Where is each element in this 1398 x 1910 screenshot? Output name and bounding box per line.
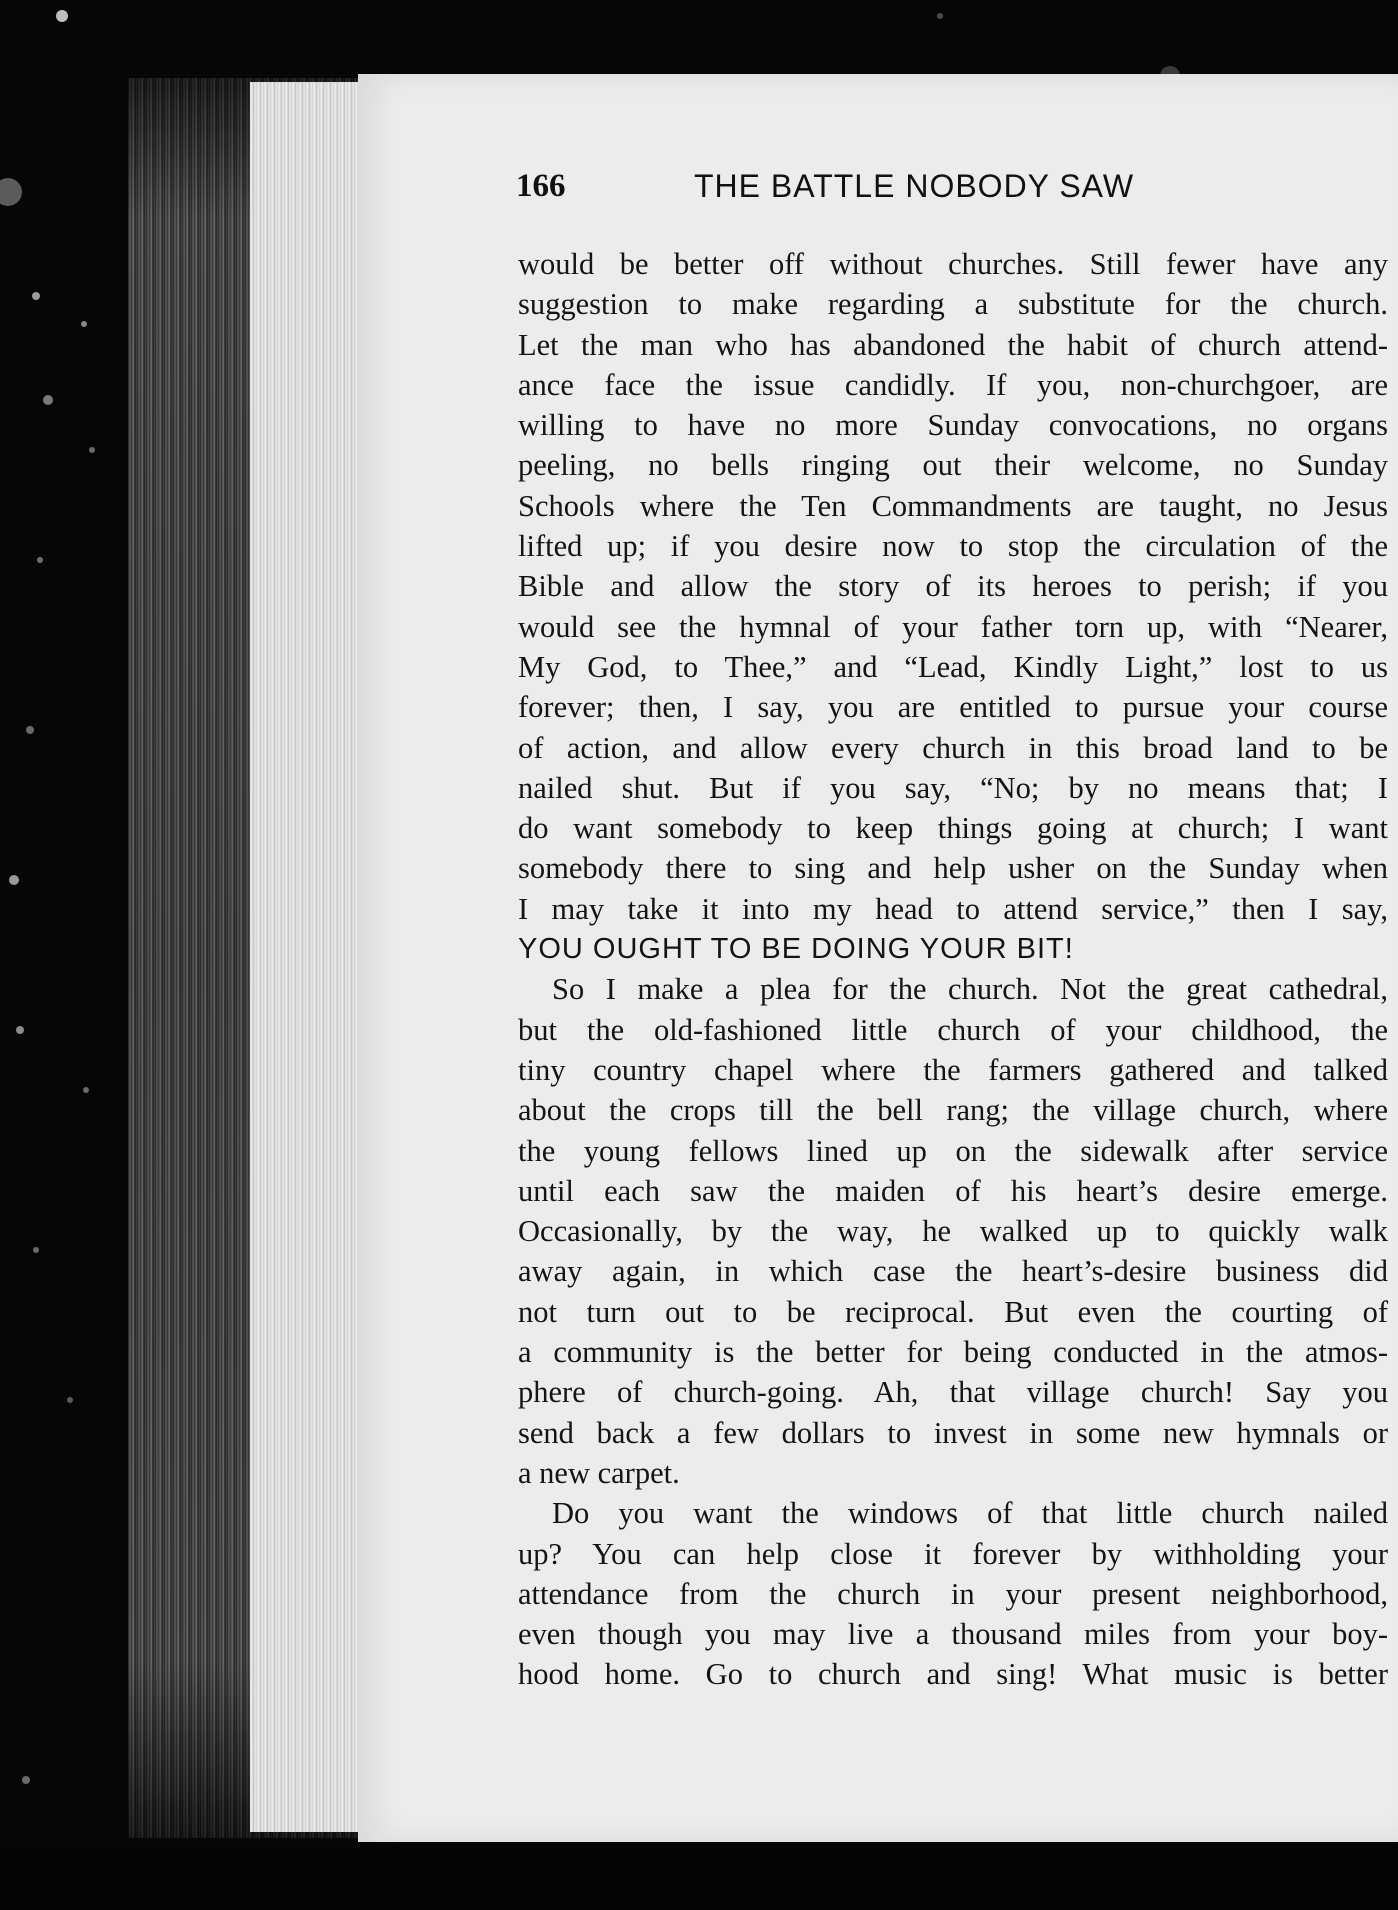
- text-line: nailed shut. But if you say, “No; by no means that; I: [518, 770, 1388, 805]
- bottom-dark-border: [0, 1842, 1398, 1910]
- text-line: up? You can help close it forever by withholding your: [518, 1536, 1388, 1571]
- paragraph-start-line: So I make a plea for the church. Not the great cathedral,: [552, 972, 1388, 1007]
- text-line: away again, in which case the heart’s-desire business did: [518, 1254, 1388, 1289]
- text-line: Occasionally, by the way, he walked up to quickly walk: [518, 1214, 1388, 1249]
- page-number: 166: [516, 168, 566, 204]
- text-line: until each saw the maiden of his heart’s desire emerge.: [518, 1173, 1388, 1208]
- text-line: phere of church-going. Ah, that village church! Say you: [518, 1375, 1388, 1410]
- paragraph-end-line: a new carpet.: [518, 1455, 680, 1490]
- text-line: even though you may live a thousand miles from your boy-: [518, 1617, 1388, 1652]
- text-line: of action, and allow every church in this broad land to be: [518, 730, 1388, 765]
- text-line: but the old-fashioned little church of your childhood, the: [518, 1012, 1388, 1047]
- text-line: not turn out to be reciprocal. But even the courting of: [518, 1294, 1388, 1329]
- text-line: lifted up; if you desire now to stop the circulation of the: [518, 529, 1388, 564]
- text-line: about the crops till the bell rang; the village church, where: [518, 1093, 1388, 1128]
- text-line: I may take it into my head to attend service,” then I say,: [518, 891, 1388, 926]
- text-line: would see the hymnal of your father torn up, with “Nearer,: [518, 609, 1388, 644]
- page-body-text: [518, 244, 1388, 1695]
- text-line: do want somebody to keep things going at church; I want: [518, 811, 1388, 846]
- page-stack-edges: [250, 82, 360, 1832]
- text-line: Schools where the Ten Commandments are taught, no Jesus: [518, 488, 1388, 523]
- text-line: would be better off without churches. Still fewer have any: [518, 247, 1388, 281]
- text-line: somebody there to sing and help usher on the Sunday when: [518, 851, 1388, 886]
- text-line: forever; then, I say, you are entitled to pursue your course: [518, 690, 1388, 725]
- text-line: attendance from the church in your present neighborhood,: [518, 1576, 1388, 1611]
- text-line: hood home. Go to church and sing! What music is better: [518, 1657, 1388, 1692]
- text-line: Bible and allow the story of its heroes to perish; if you: [518, 569, 1388, 604]
- emphasis-line: YOU OUGHT TO BE DOING YOUR BIT!: [518, 933, 1074, 966]
- text-line: Let the man who has abandoned the habit of church attend-: [518, 327, 1388, 362]
- text-line: send back a few dollars to invest in some new hymnals or: [518, 1415, 1388, 1450]
- running-head: [516, 168, 1216, 208]
- text-line: tiny country chapel where the farmers gathered and talked: [518, 1052, 1388, 1087]
- text-line: peeling, no bells ringing out their welcome, no Sunday: [518, 448, 1388, 483]
- paragraph-start-line: Do you want the windows of that little church nailed: [552, 1496, 1388, 1531]
- text-line: ance face the issue candidly. If you, non-churchgoer, are: [518, 367, 1388, 402]
- text-line: the young fellows lined up on the sidewalk after service: [518, 1133, 1388, 1168]
- book-title: THE BATTLE NOBODY SAW: [694, 168, 1135, 204]
- text-line: My God, to Thee,” and “Lead, Kindly Light,” lost to us: [518, 649, 1388, 684]
- text-line: willing to have no more Sunday convocations, no organs: [518, 408, 1388, 443]
- text-line: suggestion to make regarding a substitute for the church.: [518, 287, 1388, 322]
- text-line: a community is the better for being conducted in the atmos-: [518, 1335, 1388, 1370]
